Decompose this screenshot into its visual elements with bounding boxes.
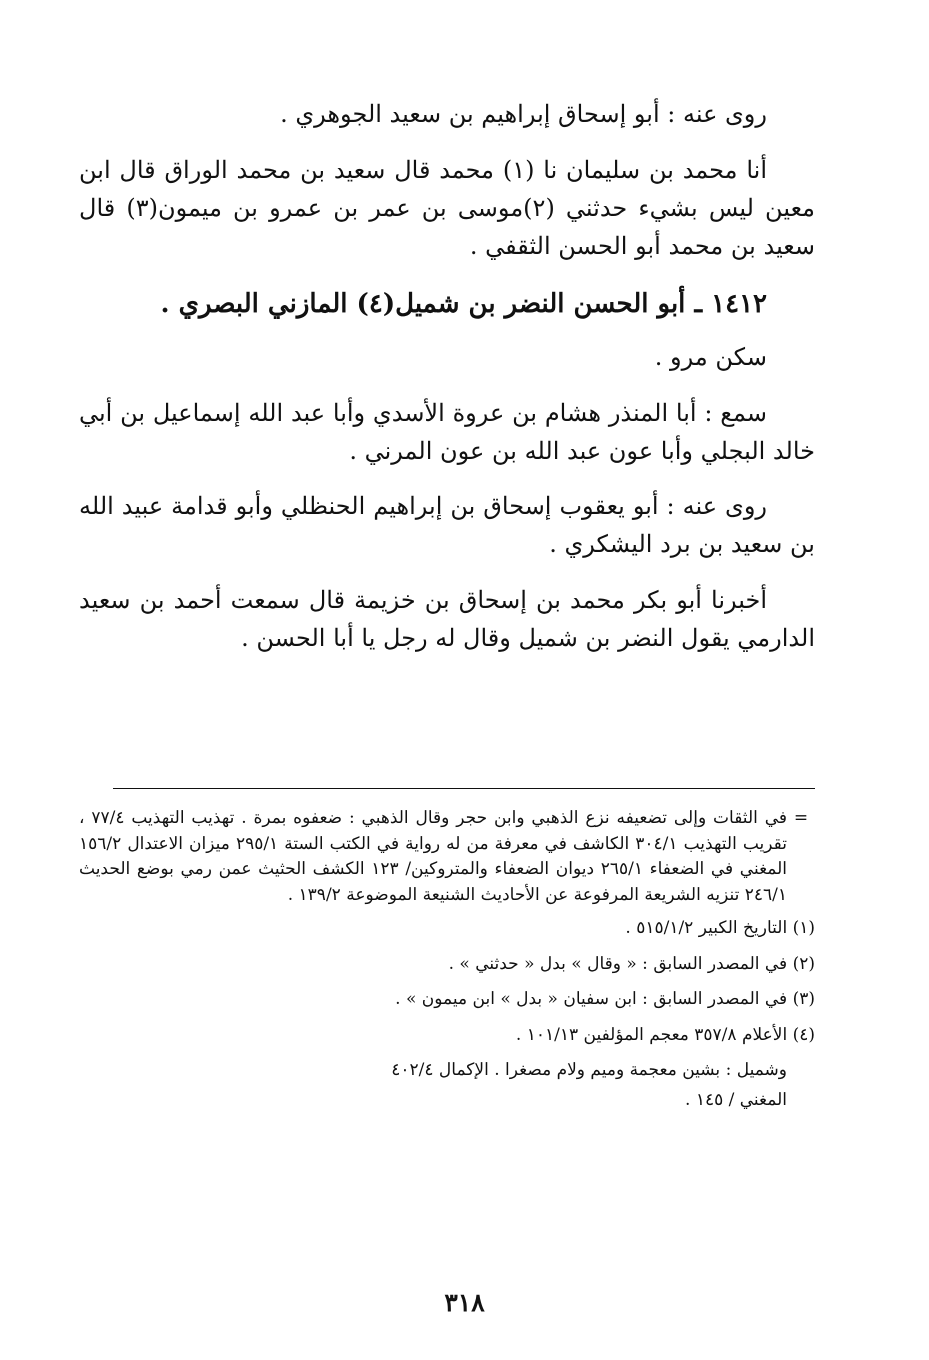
footnote-4-line-2: وشميل : بشين معجمة وميم ولام مصغرا . الإكمال ٤٠٢/٤ xyxy=(391,1060,787,1080)
footnote-continuation xyxy=(79,806,815,908)
footnote-divider xyxy=(113,788,815,789)
page-number: ٣١٨ xyxy=(444,1288,485,1317)
continuation-mark: = xyxy=(793,808,809,828)
footnote-3: (٣) في المصدر السابق : ابن سفيان « بدل » ابن ميمون » . xyxy=(395,989,815,1009)
paragraph-narrated-by: روى عنه : أبو إسحاق إبراهيم بن سعيد الجوهري . xyxy=(280,100,767,128)
paragraph-report: أخبرنا أبو بكر محمد بن إسحاق بن خزيمة قال سمعت أحمد بن سعيد الدارمي يقول النضر بن شميل وقال له رجل يا أبا الحسن . xyxy=(79,586,815,653)
paragraph-narrated-by-2: روى عنه : أبو يعقوب إسحاق بن إبراهيم الحنظلي وأبو قدامة عبيد الله بن سعيد بن برد اليشكري . xyxy=(79,492,815,559)
main-text xyxy=(79,96,815,676)
paragraph-isnad: أنا محمد بن سليمان نا (١) محمد قال سعيد بن محمد الوراق قال ابن معين ليس بشيء حدثني (٢)موسى بن عمر بن عمرو بن ميمون(٣) قال سعيد بن محمد أبو الحسن الثقفي . xyxy=(79,155,816,260)
paragraph-residence: سكن مرو . xyxy=(654,342,767,371)
footnote-4: (٤) الأعلام ٣٥٧/٨ معجم المؤلفين ١٠١/١٣ . xyxy=(515,1024,815,1045)
footnote-2: (٢) في المصدر السابق : « وقال » بدل « حدثني » . xyxy=(448,953,815,974)
footnotes xyxy=(79,806,815,1117)
continuation-text: في الثقات وإلى تضعيفه نزع الذهبي وابن حجر وقال الذهبي : ضعفوه بمرة . تهذيب التهذيب ٧٧/٤ ، تقريب التهذيب ٣٠٤/١ الكاشف في معرفة من له رواية في الكتب الستة ٢٩٥/١ ميزان الاعتدال ١٥٦/٢ المغني في الضعفاء ٢٦٥/١ ديوان الضعفاء والمتروكين/ ١٢٣ الكشف الحثيث عمن رمي بوضع الحديث ٢٤٦/١ تنزيه الشريعة المرفوعة عن الأحاديث الشنيعة الموضوعة ١٣٩/٢ . xyxy=(79,808,788,905)
paragraph-heard-from: سمع : أبا المنذر هشام بن عروة الأسدي وأبا عبد الله إسماعيل بن أبي خالد البجلي وأبا عون عبد الله بن عون المرني . xyxy=(79,398,815,465)
footnote-4-line-3: المغني / ١٤٥ . xyxy=(685,1089,787,1110)
footnote-1: (١) التاريخ الكبير ٥١٥/١/٢ . xyxy=(625,918,815,938)
entry-heading: ١٤١٢ ـ أبو الحسن النضر بن شميل(٤) المازني البصري . xyxy=(160,288,767,319)
